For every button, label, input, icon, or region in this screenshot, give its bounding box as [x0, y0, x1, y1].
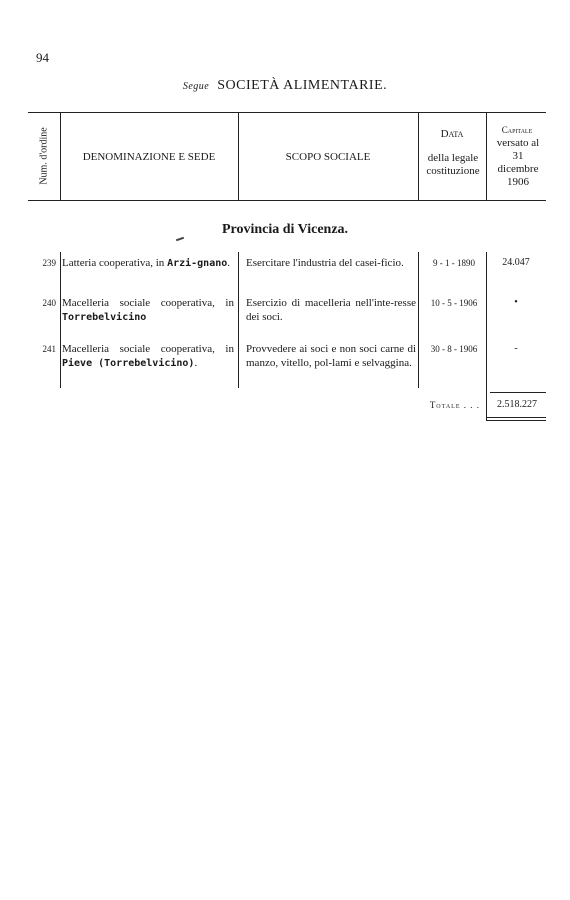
row-241-num: 241 [42, 344, 56, 354]
row-240-data: 10 - 5 - 1906 [430, 298, 478, 308]
body-rule-4 [486, 252, 487, 420]
col-rule-3 [418, 112, 419, 200]
header-denominazione: DENOMINAZIONE E SEDE [82, 151, 216, 163]
table-top-rule [28, 112, 546, 113]
running-title [0, 78, 570, 94]
row-240-scopo: Esercizio di macelleria nell'inte-resse dei soci. [246, 297, 416, 323]
col-rule-1 [60, 112, 61, 200]
row-241-place: Pieve (Torrebelvicino) [62, 358, 195, 369]
header-data-top: Data [440, 128, 464, 140]
row-239-scopo: Esercitare l'industria del casei-ficio. [246, 257, 404, 269]
running-title-text: SOCIETÀ ALIMENTARIE. [217, 78, 388, 93]
header-bottom-rule [28, 200, 546, 201]
col-rule-4 [486, 112, 487, 200]
totale-label: Totale . . . [429, 400, 480, 410]
totale-value: 2.518.227 [497, 399, 537, 410]
header-capitale-bottom: versato al 31 dicembre 1906 [496, 137, 540, 188]
page-number: 94 [36, 50, 49, 65]
row-239-denominazione [62, 256, 234, 271]
row-240-num: 240 [42, 298, 56, 308]
row-240-denominazione [62, 296, 234, 325]
running-prefix: Segue [182, 81, 210, 92]
header-capitale-top: Capitale [501, 125, 533, 135]
row-241-capitale: - [514, 343, 518, 354]
section-title: Provincia di Vicenza. [221, 222, 349, 237]
body-rule-3 [418, 252, 419, 388]
row-241-scopo: Provvedere ai soci e non soci carne di manzo, vitello, pol-lami e selvaggina. [246, 343, 416, 369]
row-239-num: 239 [42, 258, 56, 268]
row-240-denom-text: Macelleria sociale cooperativa, in [62, 297, 234, 309]
totale-top-rule [490, 392, 546, 393]
row-239-denom-text: Latteria cooperativa, in [62, 257, 168, 269]
header-num-ordine-text: Num. d'ordine [38, 127, 50, 185]
row-241-denom-end: . [194, 357, 198, 369]
row-241-data: 30 - 8 - 1906 [430, 344, 478, 354]
header-num-ordine [28, 112, 60, 200]
header-scopo: SCOPO SOCIALE [285, 151, 371, 163]
row-239-data: 9 - 1 - 1890 [433, 258, 475, 268]
totale-double-rule-2 [486, 420, 546, 421]
totale-double-rule-1 [486, 417, 546, 418]
row-239-denom-end: . [227, 257, 231, 269]
row-240-capitale: • [514, 297, 518, 308]
row-241-denominazione [62, 342, 234, 371]
row-241-denom-text: Macelleria sociale cooperativa, in [62, 343, 234, 355]
header-data-bottom: della legale costituzione [426, 152, 480, 177]
col-rule-2 [238, 112, 239, 200]
body-rule-2 [238, 252, 239, 388]
row-239-place: Arzi-gnano [167, 258, 228, 269]
row-240-place: Torrebelvicino [62, 312, 147, 323]
row-239-capitale: 24.047 [502, 257, 530, 268]
body-rule-1 [60, 252, 61, 388]
